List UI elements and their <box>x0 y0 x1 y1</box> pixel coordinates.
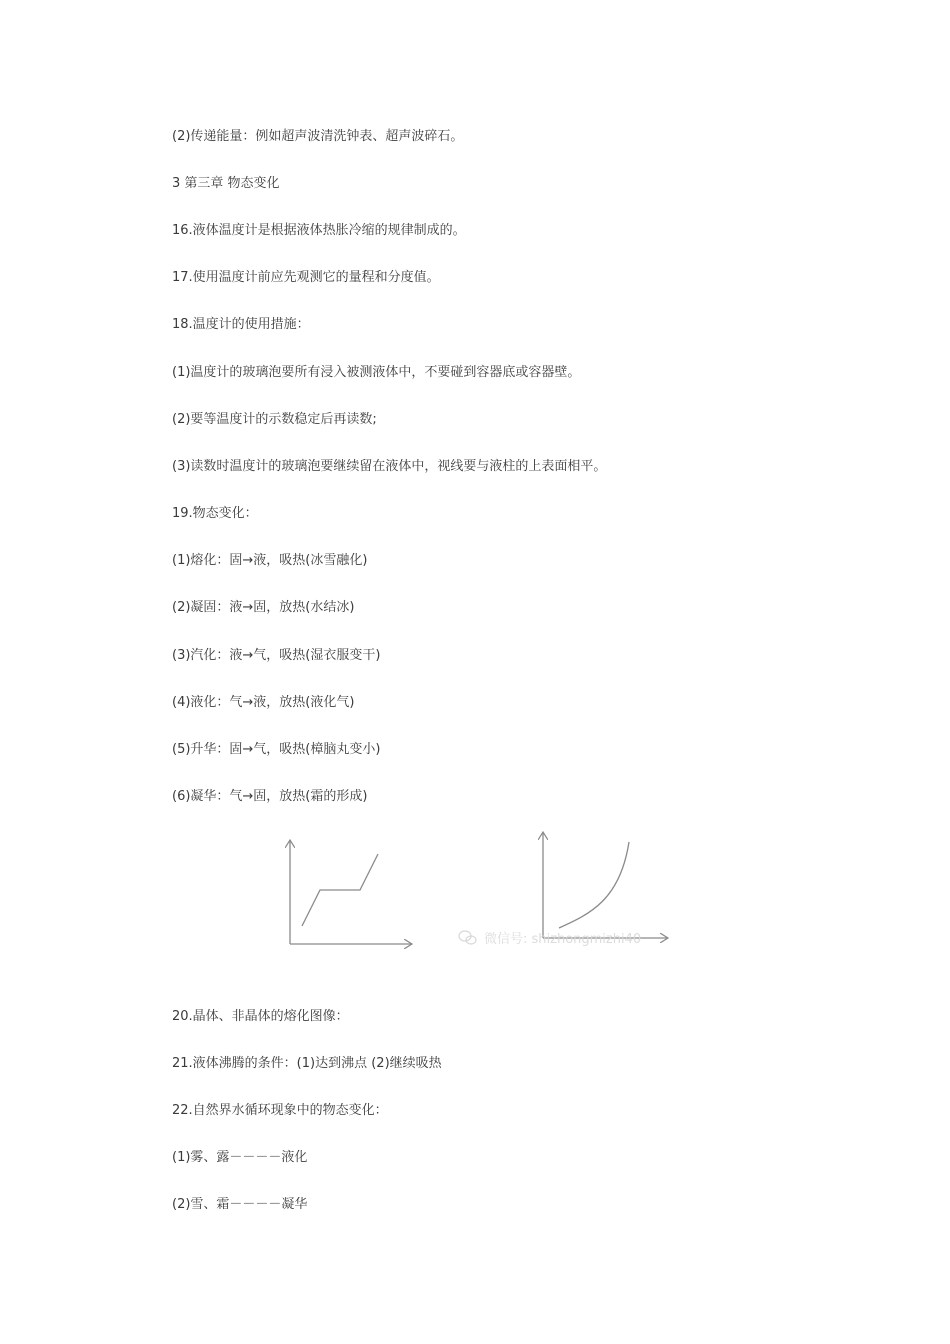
text-line: (1)温度计的玻璃泡要所有浸入被测液体中，不要碰到容器底或容器壁。 <box>172 365 581 380</box>
text-line: (5)升华：固→气，吸热(樟脑丸变小) <box>172 742 381 757</box>
text-line: 22.自然界水循环现象中的物态变化： <box>172 1103 388 1118</box>
text-line: (3)读数时温度计的玻璃泡要继续留在液体中，视线要与液柱的上表面相平。 <box>172 459 607 474</box>
melting-graphs-figure <box>270 828 690 958</box>
text-line: (2)凝固：液→固，放热(水结冰) <box>172 600 355 615</box>
text-line: (6)凝华：气→固，放热(霜的形成) <box>172 789 368 804</box>
text-line: (2)雪、霜－－－－凝华 <box>172 1197 308 1212</box>
text-line: 20.晶体、非晶体的熔化图像： <box>172 1009 349 1024</box>
text-line: (2)要等温度计的示数稳定后再读数; <box>172 412 377 427</box>
text-line: (1)雾、露－－－－液化 <box>172 1150 308 1165</box>
text-line: (3)汽化：液→气，吸热(湿衣服变干) <box>172 648 381 663</box>
text-line: 18.温度计的使用措施： <box>172 317 310 332</box>
watermark-text: 微信号: shizhongmizhi40 <box>484 932 642 947</box>
watermark <box>459 931 641 947</box>
chapter-heading: 3 第三章 物态变化 <box>172 176 280 191</box>
text-line: 16.液体温度计是根据液体热胀冷缩的规律制成的。 <box>172 223 466 238</box>
amorphous-melting-curve <box>559 842 629 928</box>
wechat-icon <box>459 931 476 944</box>
amorphous-melting-graph <box>543 832 668 938</box>
text-line: (1)熔化：固→液，吸热(冰雪融化) <box>172 553 368 568</box>
crystal-melting-curve <box>302 854 378 926</box>
text-line: 17.使用温度计前应先观测它的量程和分度值。 <box>172 270 440 285</box>
text-line: 19.物态变化： <box>172 506 258 521</box>
text-line: (4)液化：气→液，放热(液化气) <box>172 695 355 710</box>
crystal-melting-graph <box>290 840 412 944</box>
text-line: 21.液体沸腾的条件：(1)达到沸点 (2)继续吸热 <box>172 1056 442 1071</box>
text-line: (2)传递能量：例如超声波清洗钟表、超声波碎石。 <box>172 129 464 144</box>
